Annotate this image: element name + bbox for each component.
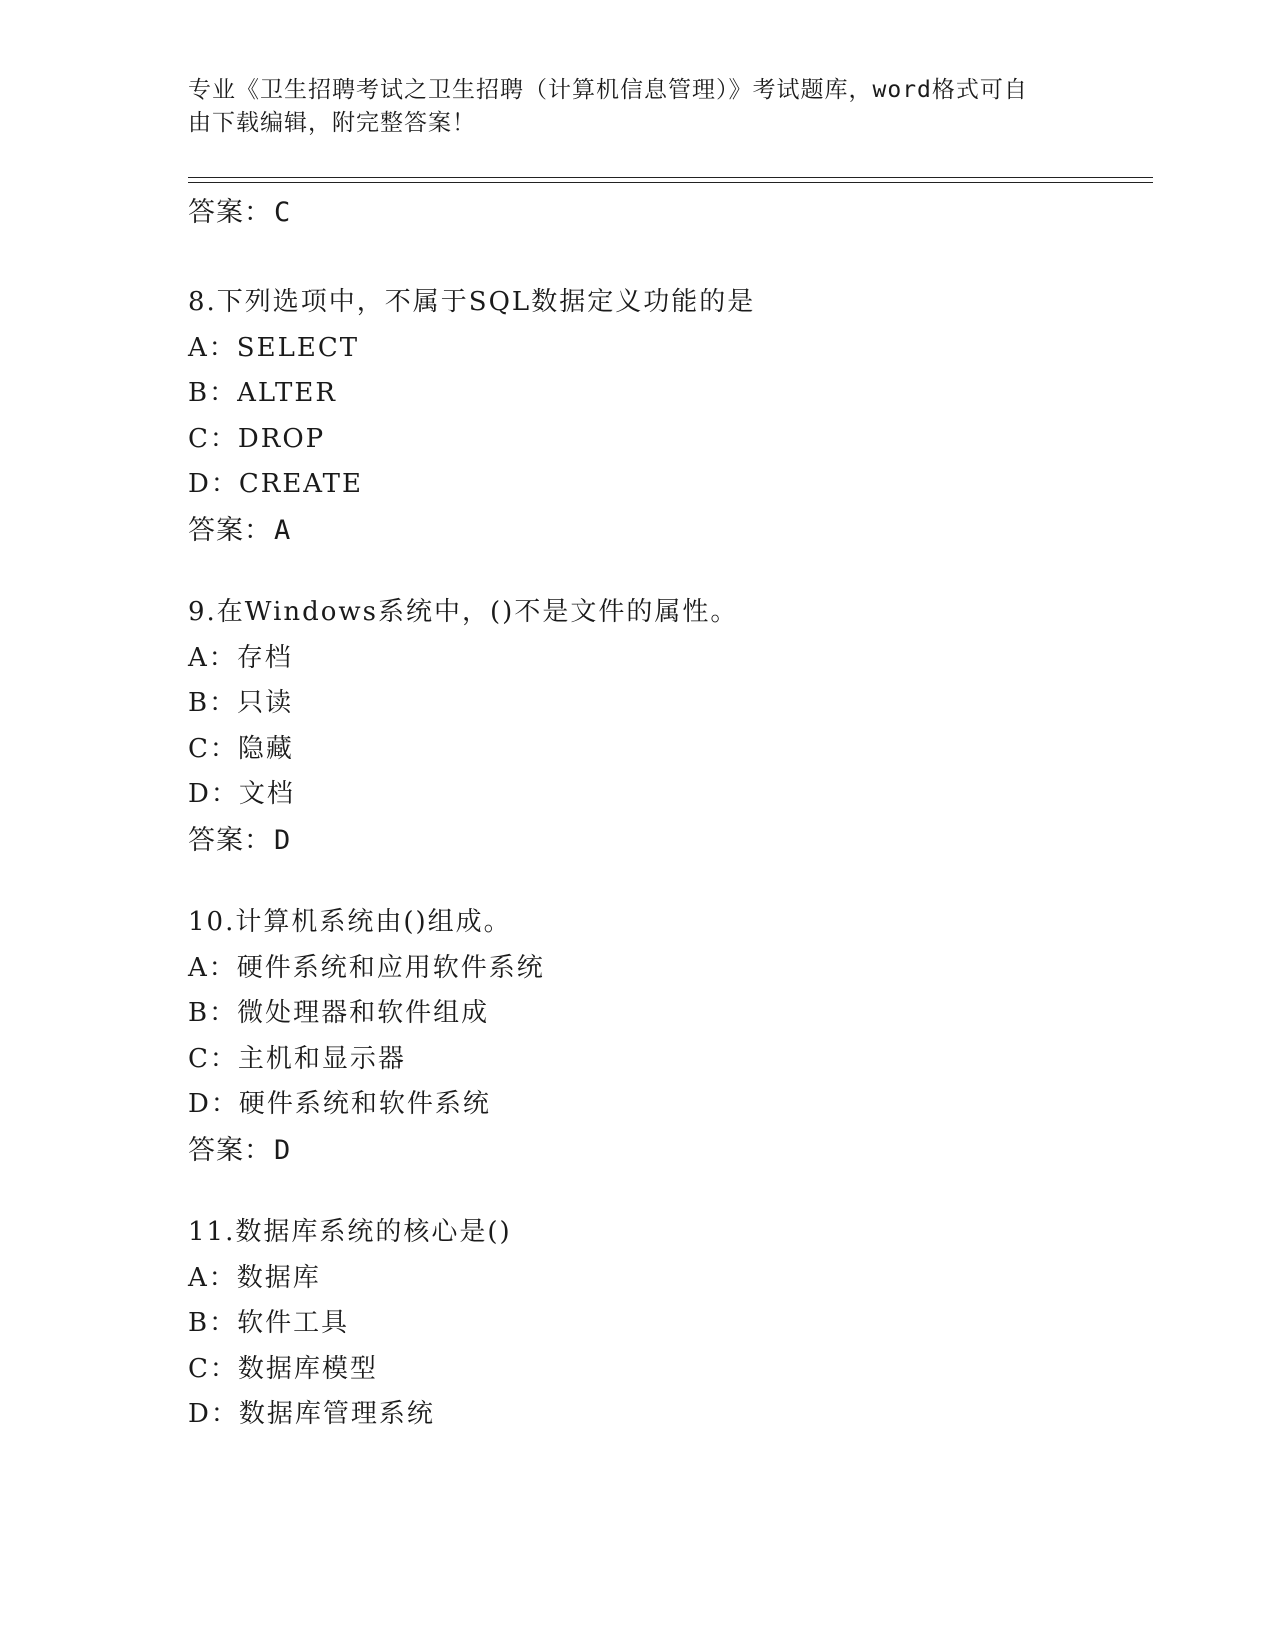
header-line-1: 专业《卫生招聘考试之卫生招聘（计算机信息管理）》考试题库，word格式可自	[188, 77, 1028, 103]
answer-label: 答案：	[188, 197, 272, 228]
question-block	[188, 280, 1148, 553]
question-text: 9.在Windows系统中，()不是文件的属性。	[188, 597, 739, 627]
option-a: A：SELECT	[188, 332, 360, 363]
option-b: B：微处理器和软件组成	[188, 998, 490, 1028]
option-d: D：硬件系统和软件系统	[188, 1089, 491, 1119]
answer-label: 答案：	[188, 1134, 272, 1166]
answer-line	[188, 818, 1148, 864]
answer-value: D	[274, 1134, 292, 1166]
question-list	[188, 280, 1148, 1475]
answer-value: D	[274, 824, 292, 856]
question-block	[188, 900, 1148, 1173]
document-header	[188, 74, 1068, 140]
option-d: D：数据库管理系统	[188, 1399, 435, 1429]
option-d: D：文档	[188, 779, 295, 809]
option-a: A：数据库	[188, 1262, 321, 1293]
header-divider-top	[188, 177, 1153, 178]
answer-value: C	[274, 197, 292, 228]
answer-value: A	[274, 514, 292, 546]
question-text: 11.数据库系统的核心是()	[188, 1217, 512, 1247]
header-line-2: 由下载编辑，附完整答案！	[188, 110, 476, 136]
question-block	[188, 590, 1148, 863]
option-c: C：主机和显示器	[188, 1043, 406, 1074]
option-b: B：软件工具	[188, 1308, 350, 1338]
answer-line	[188, 190, 291, 236]
option-c: C：DROP	[188, 423, 326, 454]
answer-label: 答案：	[188, 824, 272, 856]
option-c: C：隐藏	[188, 733, 294, 764]
question-text: 10.计算机系统由()组成。	[188, 907, 512, 937]
answer-line	[188, 508, 1148, 554]
option-b: B：ALTER	[188, 378, 337, 408]
option-c: C：数据库模型	[188, 1353, 378, 1384]
answer-label: 答案：	[188, 514, 272, 546]
option-b: B：只读	[188, 688, 294, 718]
header-divider-bottom	[188, 182, 1153, 183]
question-text: 8.下列选项中，不属于SQL数据定义功能的是	[188, 287, 756, 317]
option-d: D：CREATE	[188, 469, 363, 499]
option-a: A：存档	[188, 642, 293, 673]
answer-line	[188, 1128, 1148, 1174]
option-a: A：硬件系统和应用软件系统	[188, 952, 545, 983]
question-block	[188, 1210, 1148, 1438]
